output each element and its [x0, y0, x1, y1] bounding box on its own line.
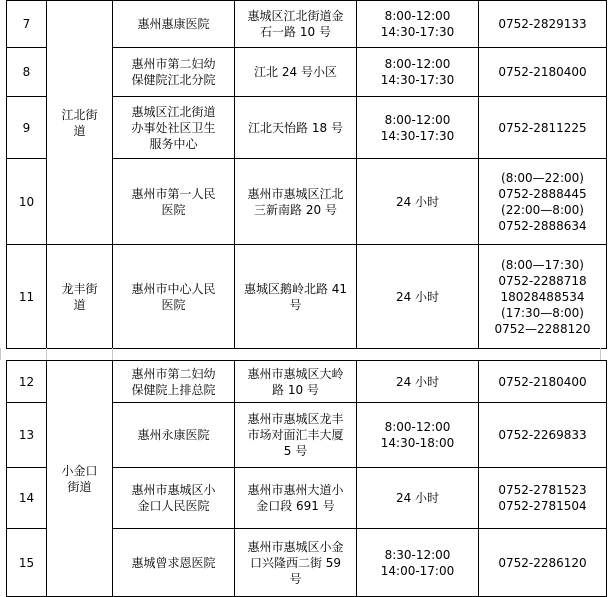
opening-hours: 24 小时 — [357, 159, 479, 245]
opening-hours: 24 小时 — [357, 361, 479, 403]
row-number: 14 — [7, 468, 47, 529]
phone-number: 0752-2829133 — [479, 1, 607, 48]
page-break-marker — [112, 348, 113, 360]
phone-number: (8:00—22:00) 0752-2888445 (22:00—8:00) 0752-2888634 — [479, 159, 607, 245]
hospital-name: 惠州惠康医院 — [113, 1, 235, 48]
hospital-address: 江北 24 号小区 — [235, 48, 357, 97]
phone-number: 0752-2180400 — [479, 48, 607, 97]
district-cell: 小金口 街道 — [47, 361, 113, 597]
table-row — [7, 361, 607, 403]
page-break-marker — [600, 348, 601, 360]
hospital-name: 惠城区江北街道 办事处社区卫生 服务中心 — [113, 97, 235, 159]
hospital-address: 惠州市惠城区龙丰 市场对面汇丰大厦 5 号 — [235, 403, 357, 468]
row-number: 11 — [7, 245, 47, 349]
hospital-address: 惠州市惠城区江北 三新南路 20 号 — [235, 159, 357, 245]
opening-hours: 8:00-12:00 14:30-18:00 — [357, 403, 479, 468]
opening-hours: 24 小时 — [357, 245, 479, 349]
hospital-name: 惠州市第二妇幼 保健院上排总院 — [113, 361, 235, 403]
hospital-address: 惠城区鹅岭北路 41 号 — [235, 245, 357, 349]
opening-hours: 8:30-12:00 14:00-17:00 — [357, 529, 479, 597]
phone-number: 0752-2180400 — [479, 361, 607, 403]
phone-number: (8:00—17:30) 0752-2288718 18028488534 (17:30—8:00) 0752—2288120 — [479, 245, 607, 349]
hospital-name: 惠州市惠城区小 金口人民医院 — [113, 468, 235, 529]
opening-hours: 8:00-12:00 14:30-17:30 — [357, 1, 479, 48]
row-number: 15 — [7, 529, 47, 597]
page-break-marker — [0, 348, 1, 360]
phone-number: 0752-2269833 — [479, 403, 607, 468]
row-number: 13 — [7, 403, 47, 468]
hospital-name: 惠州市第二妇幼 保健院江北分院 — [113, 48, 235, 97]
hospital-table-top — [6, 0, 607, 349]
hospital-table-bottom — [6, 360, 607, 597]
hospital-address: 惠州市惠城区大岭 路 10 号 — [235, 361, 357, 403]
phone-number: 0752-2286120 — [479, 529, 607, 597]
phone-number: 0752-2781523 0752-2781504 — [479, 468, 607, 529]
page-break — [0, 349, 610, 360]
row-number: 7 — [7, 1, 47, 48]
phone-number: 0752-2811225 — [479, 97, 607, 159]
row-number: 10 — [7, 159, 47, 245]
hospital-name: 惠州永康医院 — [113, 403, 235, 468]
hospital-address: 江北天怡路 18 号 — [235, 97, 357, 159]
hospital-address: 惠州市惠城区小金 口兴隆西二街 59 号 — [235, 529, 357, 597]
hospital-name: 惠州市中心人民 医院 — [113, 245, 235, 349]
hospital-address: 惠州市惠州大道小 金口段 691 号 — [235, 468, 357, 529]
table-row — [7, 1, 607, 48]
opening-hours: 24 小时 — [357, 468, 479, 529]
opening-hours: 8:00-12:00 14:30-17:30 — [357, 97, 479, 159]
hospital-name: 惠州市第一人民 医院 — [113, 159, 235, 245]
district-cell: 龙丰街 道 — [47, 245, 113, 349]
hospital-address: 惠城区江北街道金 石一路 10 号 — [235, 1, 357, 48]
table-row — [7, 245, 607, 349]
hospital-name: 惠城曾求恩医院 — [113, 529, 235, 597]
row-number: 9 — [7, 97, 47, 159]
page-break-marker — [46, 348, 47, 360]
district-cell: 江北街 道 — [47, 1, 113, 245]
row-number: 8 — [7, 48, 47, 97]
opening-hours: 8:00-12:00 14:30-17:30 — [357, 48, 479, 97]
row-number: 12 — [7, 361, 47, 403]
